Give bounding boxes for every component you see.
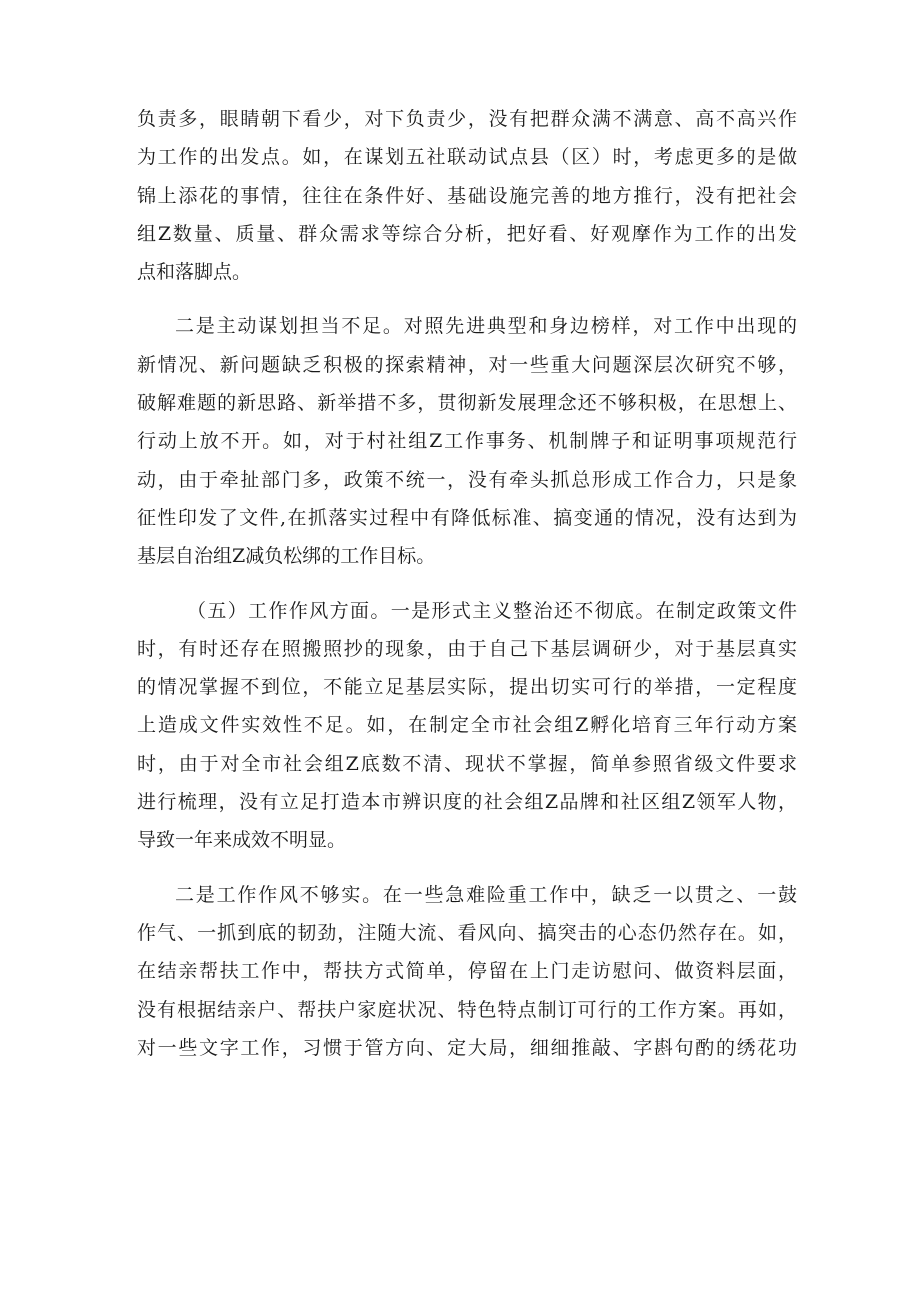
text-line: 没有根据结亲户、帮扶户家庭状况、特色特点制订可行的工作方案。再如，	[137, 998, 797, 1021]
text-line: 在结亲帮扶工作中，帮扶方式简单，停留在上门走访慰问、做资料层面，	[137, 960, 797, 983]
text-line: （五）工作作风方面。一是形式主义整治还不彻底。在制定政策文件	[187, 599, 797, 622]
paragraph-3	[137, 592, 797, 860]
paragraph-4	[137, 876, 797, 1067]
text-line: 为工作的出发点。如，在谋划五社联动试点县（区）时，考虑更多的是做	[137, 146, 797, 169]
text-line: 时，由于对全市社会组Z底数不清、现状不掌握，简单参照省级文件要求	[137, 752, 797, 775]
text-line: 上造成文件实效性不足。如，在制定全市社会组Z孵化培育三年行动方案	[137, 714, 797, 737]
text-line: 导致一年来成效不明显。	[137, 829, 347, 852]
text-line: 负责多，眼睛朝下看少，对下负责少，没有把群众满不满意、高不高兴作	[137, 108, 797, 130]
text-line: 新情况、新问题缺乏积极的探索精神，对一些重大问题深层次研究不够，	[137, 353, 797, 376]
text-line: 对一些文字工作，习惯于管方向、定大局，细细推敲、字斟句酌的绣花功	[137, 1036, 797, 1059]
text-line: 作气、一抓到底的韧劲，注随大流、看风向、搞突击的心态仍然存在。如，	[137, 921, 797, 944]
text-line: 锦上添花的事情，往往在条件好、基础设施完善的地方推行，没有把社会	[137, 184, 797, 207]
paragraph-1	[137, 100, 797, 291]
text-line: 基层自治组Z减负松绑的工作目标。	[137, 545, 436, 568]
paragraph-2	[137, 307, 797, 575]
text-line: 组Z数量、质量、群众需求等综合分析，把好看、好观摩作为工作的出发	[137, 222, 797, 245]
text-line: 二是主动谋划担当不足。对照先进典型和身边榜样，对工作中出现的	[175, 315, 797, 338]
text-line: 点和落脚点。	[137, 261, 252, 284]
text-line: 二是工作作风不够实。在一些急难险重工作中，缺乏一以贯之、一鼓	[175, 883, 797, 906]
text-line: 动，由于牵扯部门多，政策不统一，没有牵头抓总形成工作合力，只是象	[137, 468, 797, 491]
text-line: 征性印发了文件,在抓落实过程中有降低标准、搞变通的情况，没有达到为	[137, 506, 797, 529]
text-line: 进行梳理，没有立足打造本市辨识度的社会组Z品牌和社区组Z领军人物，	[137, 791, 797, 814]
text-line: 的情况掌握不到位，不能立足基层实际，提出切实可行的举措，一定程度	[137, 676, 797, 699]
text-line: 时，有时还存在照搬照抄的现象，由于自己下基层调研少，对于基层真实	[137, 637, 797, 660]
text-line: 行动上放不开。如，对于村社组Z工作事务、机制牌子和证明事项规范行	[137, 430, 797, 453]
text-line: 破解难题的新思路、新举措不多，贯彻新发展理念还不够积极，在思想上、	[137, 392, 797, 415]
document-body	[137, 100, 797, 1067]
